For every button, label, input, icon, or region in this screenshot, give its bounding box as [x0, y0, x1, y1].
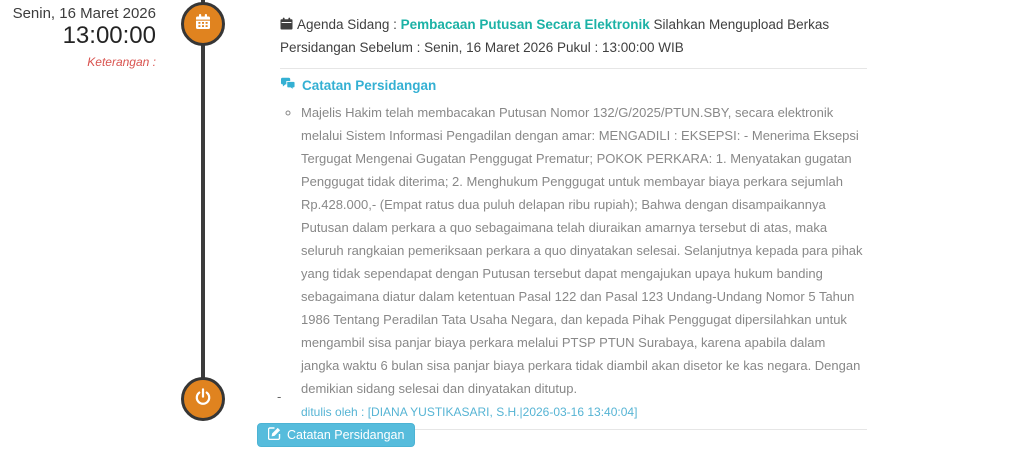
- hearing-content: [280, 14, 867, 438]
- catatan-list: [280, 101, 867, 400]
- comments-icon: [280, 77, 296, 94]
- timeline-end-node[interactable]: [181, 377, 225, 421]
- catatan-heading: [280, 77, 867, 94]
- agenda-title: Pembacaan Putusan Secara Elektronik: [400, 17, 650, 32]
- timeline-hearing-node[interactable]: [181, 2, 225, 46]
- empty-placeholder: -: [277, 389, 282, 404]
- written-by: ditulis oleh : [DIANA YUSTIKASARI, S.H.|2026-03-16 13:40:04]: [301, 405, 638, 419]
- timeline-line: [201, 0, 205, 400]
- catatan-persidangan-button[interactable]: [257, 423, 415, 447]
- schedule-panel: [0, 5, 156, 69]
- calendar-icon: [193, 12, 213, 37]
- agenda-label: Agenda Sidang :: [297, 17, 397, 32]
- agenda-header: [280, 14, 867, 59]
- hearing-date: Senin, 16 Maret 2026: [12, 5, 156, 22]
- hearing-time: 13:00:00: [62, 22, 156, 49]
- divider: [280, 68, 867, 69]
- catatan-button-label: Catatan Persidangan: [287, 428, 405, 442]
- calendar-icon: [280, 15, 293, 37]
- edit-icon: [268, 427, 281, 443]
- agenda-upload-note: Silahkan Mengupload Berkas Persidangan Sebelum :: [280, 17, 830, 55]
- power-icon: [193, 387, 213, 412]
- catatan-heading-label: Catatan Persidangan: [302, 78, 437, 93]
- catatan-note: ◦ Majelis Hakim telah membacakan Putusan Nomor 132/G/2025/PTUN.SBY, secara elektronik melalui Sistem Informasi Pengadilan dengan amar: MENGADILI : EKSEPSI: - Menerima Eksepsi Tergugat Mengenai Gugatan Penggugat Prematur; POKOK PERKARA: 1. Menyatakan gugatan Penggugat tidak diterima; 2. Menghukum Penggugat untuk membayar biaya perkara sejumlah Rp.428.000,- (Empat ratus dua puluh delapan ribu rupiah); Bahwa dengan disampaikannya Putusan dalam perkara a quo sebagaimana telah diuraikan amarnya tersebut di atas, maka seluruh rangkaian pemeriksaan perkara a quo dinyatakan selesai. Selanjutnya kepada para pihak yang tidak sependapat dengan Putusan tersebut dapat mengajukan upaya hukum banding sebagaimana diatur dalam ketentuan Pasal 122 dan Pasal 123 Undang-Undang Nomor 5 Tahun 1986 Tentang Peradilan Tata Usaha Negara, dan kepada Pihak Penggugat dipersilahkan untuk mengambil sisa panjar biaya perkara melalui PTSP PTUN Surabaya, karena apabila dalam jangka waktu 6 bulan sisa panjar biaya perkara tidak diambil akan disetor ke kas negara. Dengan demikian sidang selesai dan dinyatakan ditutup.: [301, 101, 867, 400]
- keterangan-label: Keterangan :: [87, 55, 156, 69]
- agenda-deadline: Senin, 16 Maret 2026 Pukul : 13:00:00 WIB: [424, 40, 684, 55]
